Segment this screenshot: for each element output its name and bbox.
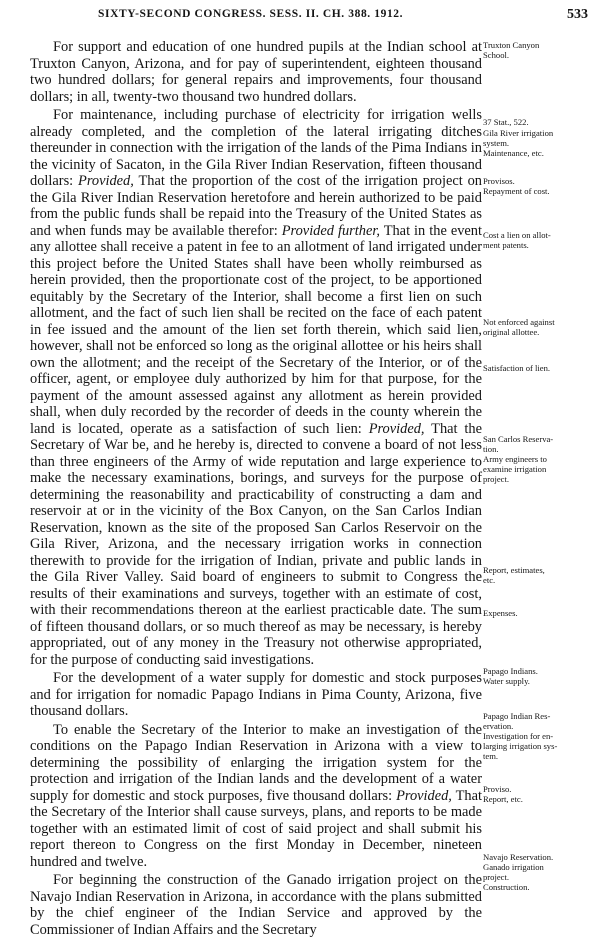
margin-line: Papago Indian Res- [483,711,551,721]
margin-note-provisos-repayment [483,176,593,196]
margin-line: School. [483,50,510,60]
proviso-italic: Provided, [396,787,452,804]
margin-line: Construction. [483,882,530,892]
text-segment: For beginning the construction of the Ganado irrigation project on the Navajo Indian Reservation in Arizona, in accordance with the plans submitted by the chief engineer of the Indian Service and approved by the Commissioner of Indian Affairs and the Secretary [30,872,482,938]
text-segment: That the Secretary of War be, and he hereby is, directed to convene a board of not less than three engineers of the Army of wide reputation and large experience to make the necessary examinations, borings, and surveys for the purpose of determining the reasonability and practicability of constructing a dam and reservoir at or in the vicinity of the Box Canyon, on the San Carlos Indian Reservation, known as the site of the proposed San Carlos Reservoir on the Gila River, Arizona, and the necessary irrigation works in connection therewith to provide for the irrigation of Indian, private and public lands in the Gila River Valley. Said board of engineers to submit to Congress the results of their examinations and surveys, together with an estimate of cost, with their recommendations thereon at the earliest practicable date. The sum of fifteen thousand dollars, or so much thereof as may be necessary, is hereby appropriated, out of any money in the Treasury not otherwise appropriated, for the purpose of conducting said investigations. [30,420,482,668]
page-number: 533 [567,7,588,22]
proviso-italic: Provided further, [281,222,380,239]
margin-line: tem. [483,751,499,761]
margin-line: San Carlos Reserva- [483,434,554,444]
margin-line: system. [483,138,510,148]
text-segment: That the proportion of the cost of the irrigation project on the Gila River Indian Reservation heretofore and herein authorized to be paid from the public funds shall be repaid into the Treasury of the United States as and when funds may be available therefor: [30,173,482,239]
text-segment: That in the event any allottee shall receive a patent in fee to an allotment of land irrigated under this project before the United States shall have been wholly reimbursed as herein provided, then the proportionate cost of the project, to be apportioned equitably by the Secretary of the Interior, shall become a first lien on such allotment, and the fact of such lien shall be recited on the face of each patent in fee issued and the amount of the lien set forth therein, which said lien, however, shall not be enforced so long as the original allottee or his heirs shall own the allotment; and the receipt of the Secretary of the Interior, or of the officer, agent, or employee duly authorized by him for that purpose, for the payment of the amount assessed against any allotment as herein provided shall, when duly recorded by the recorder of deeds in the county wherein the land is located, operate as a satisfaction of such lien: [30,222,482,437]
text-segment: That the Secretary of the Interior shall cause surveys, plans, and reports to be made together with an estimated limit of cost of said project and shall submit his report thereon to Congress on the first Monday in December, nineteen hundred and twelve. [30,787,482,870]
margin-line: Gila River irrigation [483,128,554,138]
paragraph-ganado-irrigation [30,872,482,938]
margin-line: Maintenance, etc. [483,148,544,158]
running-head: SIXTY-SECOND CONGRESS. SESS. II. CH. 388. 1912. [98,8,404,20]
proviso-italic: Provided, [78,173,134,189]
margin-note-truxton [483,40,593,60]
margin-line: ervation. [483,721,514,731]
margin-line: tion. [483,444,499,454]
text-segment: For the development of a water supply for domestic and stock purposes and for irrigation for nomadic Papago Indians in Pima County, Arizona, five thousand dollars. [30,670,482,719]
running-header [28,8,588,26]
text-segment: For maintenance, including purchase of electricity for irrigation wells already completed, and the completion of the lateral irrigating ditches thereunder in connection with the irrigation of the lands of the Pima Indians in the vicinity of Sacaton, in the Gila River Indian Reservation, fifteen thousand dollars: [30,107,482,189]
margin-line: Repayment of cost. [483,186,550,196]
text-segment: For support and education of one hundred pupils at the Indian school at Truxton Canyon, Arizona, and for pay of superintendent, eighteen thousand two hundred dollars; for general repairs and improvements, four thousand dollars; in all, twenty-two thousand two hundred dollars. [30,39,482,105]
margin-line: Satisfaction of lien. [483,363,551,373]
margin-line: project. [483,474,510,484]
statute-body [30,39,482,940]
margin-line: Not enforced against [483,317,555,327]
margin-line: Report, estimates, [483,565,545,575]
paragraph-papago-water-supply [30,670,482,720]
paragraph-truxton-school [30,39,482,105]
margin-line: Proviso. [483,784,512,794]
margin-line: 37 Stat., 522. [483,117,529,127]
margin-line: Provisos. [483,176,515,186]
margin-line: original allottee. [483,327,540,337]
margin-line: Navajo Reservation. [483,852,554,862]
margin-line: Report, etc. [483,794,523,804]
margin-note-expenses [483,608,593,618]
margin-note-proviso-report [483,784,593,804]
margin-note-papago-indians [483,666,593,686]
paragraph-gila-river-irrigation [30,107,482,668]
margin-note-not-enforced [483,317,593,337]
margin-note-report-estimates [483,565,593,585]
margin-line: examine irrigation [483,464,547,474]
margin-line: Ganado irrigation [483,862,544,872]
paragraph-papago-investigation [30,722,482,871]
margin-note-stat-citation [483,117,593,127]
margin-note-navajo-ganado [483,852,593,892]
margin-note-gila-river [483,128,593,158]
margin-line: Truxton Canyon [483,40,540,50]
margin-note-san-carlos [483,434,593,484]
margin-line: Water supply. [483,676,530,686]
margin-line: Army engineers to [483,454,547,464]
margin-line: Investigation for en- [483,731,554,741]
margin-line: Cost a lien on allot- [483,230,551,240]
margin-note-cost-lien [483,230,593,250]
text-segment: To enable the Secretary of the Interior to make an investigation of the conditions on the Papago Indian Reservation in Arizona with a view to determining the possibility of enlarging the irrigation system for the protection and irrigation of the Indian lands and the development of a water supply for domestic and stock purposes, five thousand dollars: [30,721,482,804]
proviso-italic: Provided, [368,420,425,437]
margin-note-papago-reservation [483,711,593,761]
margin-line: Expenses. [483,608,518,618]
margin-line: ment patents. [483,240,529,250]
margin-line: larging irrigation sys- [483,741,558,751]
margin-note-satisfaction [483,363,593,373]
margin-line: etc. [483,575,496,585]
margin-line: project. [483,872,510,882]
margin-line: Papago Indians. [483,666,538,676]
